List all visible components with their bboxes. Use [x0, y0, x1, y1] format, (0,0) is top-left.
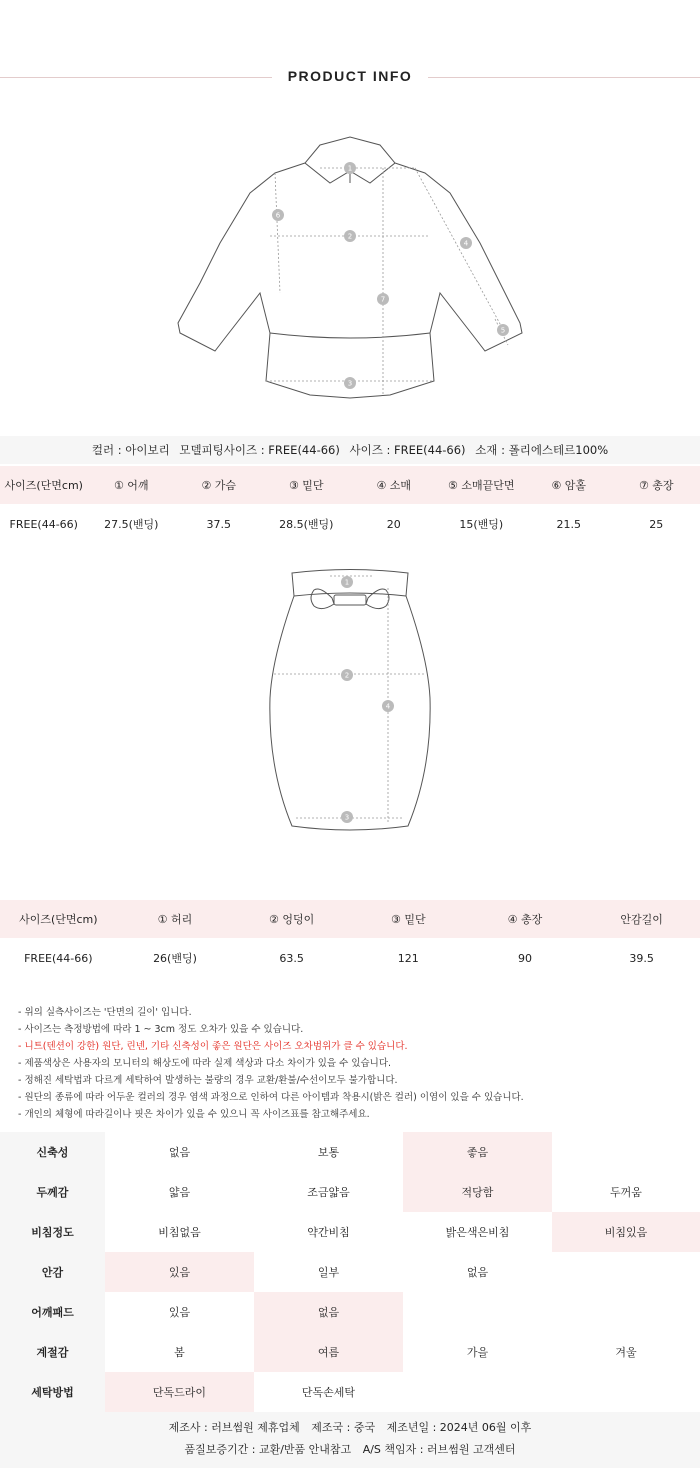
attribute-row	[0, 1132, 700, 1172]
product-info-bar	[0, 436, 700, 464]
attribute-label: 어깨패드	[0, 1292, 105, 1332]
footer-info	[0, 1412, 700, 1468]
skirt-size-table	[0, 900, 700, 978]
attribute-option: 있음	[168, 1306, 191, 1319]
top-cell-3: 28.5(밴딩)	[279, 518, 334, 531]
top-marker-7-label: 7	[380, 295, 386, 304]
top-cell-5: 15(밴딩)	[459, 518, 504, 531]
top-size-row	[0, 504, 700, 544]
attribute-option: 봄	[174, 1346, 185, 1359]
attribute-option-selected: 단독드라이	[105, 1372, 254, 1412]
size-notes	[18, 1004, 524, 1123]
skirt-header-3: ③ 밑단	[350, 900, 467, 938]
top-marker-4-label: 4	[463, 239, 469, 248]
attribute-option: 겨울	[615, 1346, 637, 1359]
top-cell-2: 37.5	[206, 517, 231, 531]
skirt-size-row	[0, 938, 700, 978]
top-header-2: ② 가슴	[175, 466, 263, 504]
skirt-header-2: ② 엉덩이	[233, 900, 350, 938]
attribute-row	[0, 1332, 700, 1372]
attribute-row	[0, 1172, 700, 1212]
footer-warranty: 품질보증기간 : 교환/반품 안내참고	[184, 1443, 352, 1456]
skirt-cell-5: 39.5	[629, 951, 654, 965]
attribute-option-selected: 없음	[254, 1292, 403, 1332]
skirt-header-1: ① 허리	[117, 900, 234, 938]
attribute-option-selected: 있음	[105, 1252, 254, 1292]
skirt-header-4: ④ 총장	[467, 900, 584, 938]
skirt-cell-2: 63.5	[279, 951, 304, 965]
footer-maker: 제조사 : 러브썸원 제휴업체	[168, 1421, 300, 1434]
attribute-option: 얇음	[168, 1186, 191, 1199]
attribute-row	[0, 1292, 700, 1332]
attribute-option-selected: 좋음	[403, 1132, 552, 1172]
section-title-text: PRODUCT INFO	[287, 68, 413, 84]
attribute-option: 단독손세탁	[301, 1386, 356, 1399]
skirt-cell-0: FREE(44-66)	[24, 951, 93, 965]
top-cell-6: 21.5	[556, 517, 581, 531]
attribute-option: 없음	[466, 1266, 489, 1279]
attribute-option-selected: 여름	[254, 1332, 403, 1372]
skirt-diagram	[262, 568, 438, 832]
top-size-table	[0, 466, 700, 544]
info-material: 소재 : 폴리에스테르100%	[475, 443, 609, 457]
note-line: - 원단의 종류에 따라 어두운 컬러의 경우 염색 과정으로 인하여 다른 아이템과 착용시(밝은 컬러) 이염이 있을 수 있습니다.	[18, 1092, 524, 1103]
attribute-option: 두꺼움	[610, 1186, 642, 1199]
top-cell-1: 27.5(밴딩)	[104, 518, 159, 531]
skirt-marker-3-label: 3	[344, 813, 350, 822]
info-color: 컬러 : 아이보리	[91, 443, 170, 457]
top-header-0: 사이즈(단면cm)	[0, 466, 88, 504]
skirt-size-header-row	[0, 900, 700, 938]
note-line: - 개인의 체형에 따라길이나 핏은 차이가 있을 수 있으니 꼭 사이즈표를 참고해주세요.	[18, 1109, 370, 1120]
top-header-3: ③ 밑단	[263, 466, 351, 504]
attribute-option: 밝은색은비침	[445, 1226, 510, 1239]
footer-line-1	[0, 1417, 700, 1439]
top-marker-1-label: 1	[347, 164, 353, 173]
attribute-option	[403, 1292, 552, 1332]
attribute-option-selected: 비침있음	[552, 1212, 700, 1252]
attribute-label: 세탁방법	[0, 1372, 105, 1412]
top-marker-5-label: 5	[500, 326, 506, 335]
note-line-warning: - 니트(텐션이 강한) 원단, 린넨, 기타 신축성이 좋은 원단은 사이즈 오차범위가 클 수 있습니다.	[18, 1041, 408, 1052]
skirt-marker-4-label: 4	[385, 702, 391, 711]
attribute-row	[0, 1212, 700, 1252]
top-cell-7: 25	[649, 517, 664, 531]
note-line: - 위의 실측사이즈는 '단면의 길이' 입니다.	[18, 1007, 192, 1018]
footer-date: 제조년일 : 2024년 06월 이후	[386, 1421, 532, 1434]
attribute-option: 조금얇음	[307, 1186, 350, 1199]
attribute-option	[552, 1132, 700, 1172]
skirt-header-0: 사이즈(단면cm)	[0, 900, 117, 938]
attribute-option: 없음	[168, 1146, 191, 1159]
info-model-size: 모델피팅사이즈 : FREE(44-66)	[179, 443, 340, 457]
top-cell-0: FREE(44-66)	[9, 517, 78, 531]
attribute-option	[552, 1292, 700, 1332]
attribute-option: 보통	[317, 1146, 340, 1159]
top-marker-2-label: 2	[347, 232, 353, 241]
top-header-5: ⑤ 소매끝단면	[438, 466, 526, 504]
top-size-header-row	[0, 466, 700, 504]
attribute-row	[0, 1252, 700, 1292]
footer-line-2	[0, 1439, 700, 1461]
skirt-cell-1: 26(밴딩)	[153, 952, 197, 965]
section-title	[0, 68, 700, 88]
attribute-option	[552, 1372, 700, 1412]
attribute-option: 비침없음	[158, 1226, 201, 1239]
attribute-row	[0, 1372, 700, 1412]
top-header-1: ① 어깨	[88, 466, 176, 504]
skirt-marker-2-label: 2	[344, 671, 350, 680]
top-marker-6-label: 6	[275, 211, 281, 220]
top-header-4: ④ 소매	[350, 466, 438, 504]
footer-as: A/S 책임자 : 러브썸원 고객센터	[362, 1443, 516, 1456]
attribute-label: 두께감	[0, 1172, 105, 1212]
skirt-cell-3: 121	[397, 951, 419, 965]
fabric-attribute-table	[0, 1132, 700, 1412]
attribute-label: 비침정도	[0, 1212, 105, 1252]
top-cell-4: 20	[386, 517, 401, 531]
attribute-label: 신축성	[0, 1132, 105, 1172]
top-garment-diagram	[170, 133, 530, 405]
attribute-label: 안감	[0, 1252, 105, 1292]
top-marker-3-label: 3	[347, 379, 353, 388]
note-line: - 정해진 세탁법과 다르게 세탁하여 발생하는 불량의 경우 교환/환불/수선이모두 불가합니다.	[18, 1075, 398, 1086]
top-header-6: ⑥ 암홀	[525, 466, 613, 504]
attribute-option	[552, 1252, 700, 1292]
top-header-7: ⑦ 총장	[613, 466, 700, 504]
attribute-option: 일부	[317, 1266, 340, 1279]
note-line: - 제품색상은 사용자의 모니터의 해상도에 따라 실제 색상과 다소 차이가 있을 수 있습니다.	[18, 1058, 392, 1069]
skirt-header-5: 안감길이	[583, 900, 700, 938]
skirt-marker-1-label: 1	[344, 578, 350, 587]
note-line: - 사이즈는 측정방법에 따라 1 ~ 3cm 정도 오차가 있을 수 있습니다.	[18, 1024, 304, 1035]
title-divider-right	[428, 77, 700, 78]
skirt-cell-4: 90	[517, 951, 532, 965]
info-size: 사이즈 : FREE(44-66)	[349, 443, 466, 457]
attribute-option: 약간비침	[307, 1226, 350, 1239]
footer-country: 제조국 : 중국	[311, 1421, 376, 1434]
attribute-option: 가을	[466, 1346, 489, 1359]
attribute-label: 계절감	[0, 1332, 105, 1372]
attribute-option	[403, 1372, 552, 1412]
attribute-option-selected: 적당함	[403, 1172, 552, 1212]
